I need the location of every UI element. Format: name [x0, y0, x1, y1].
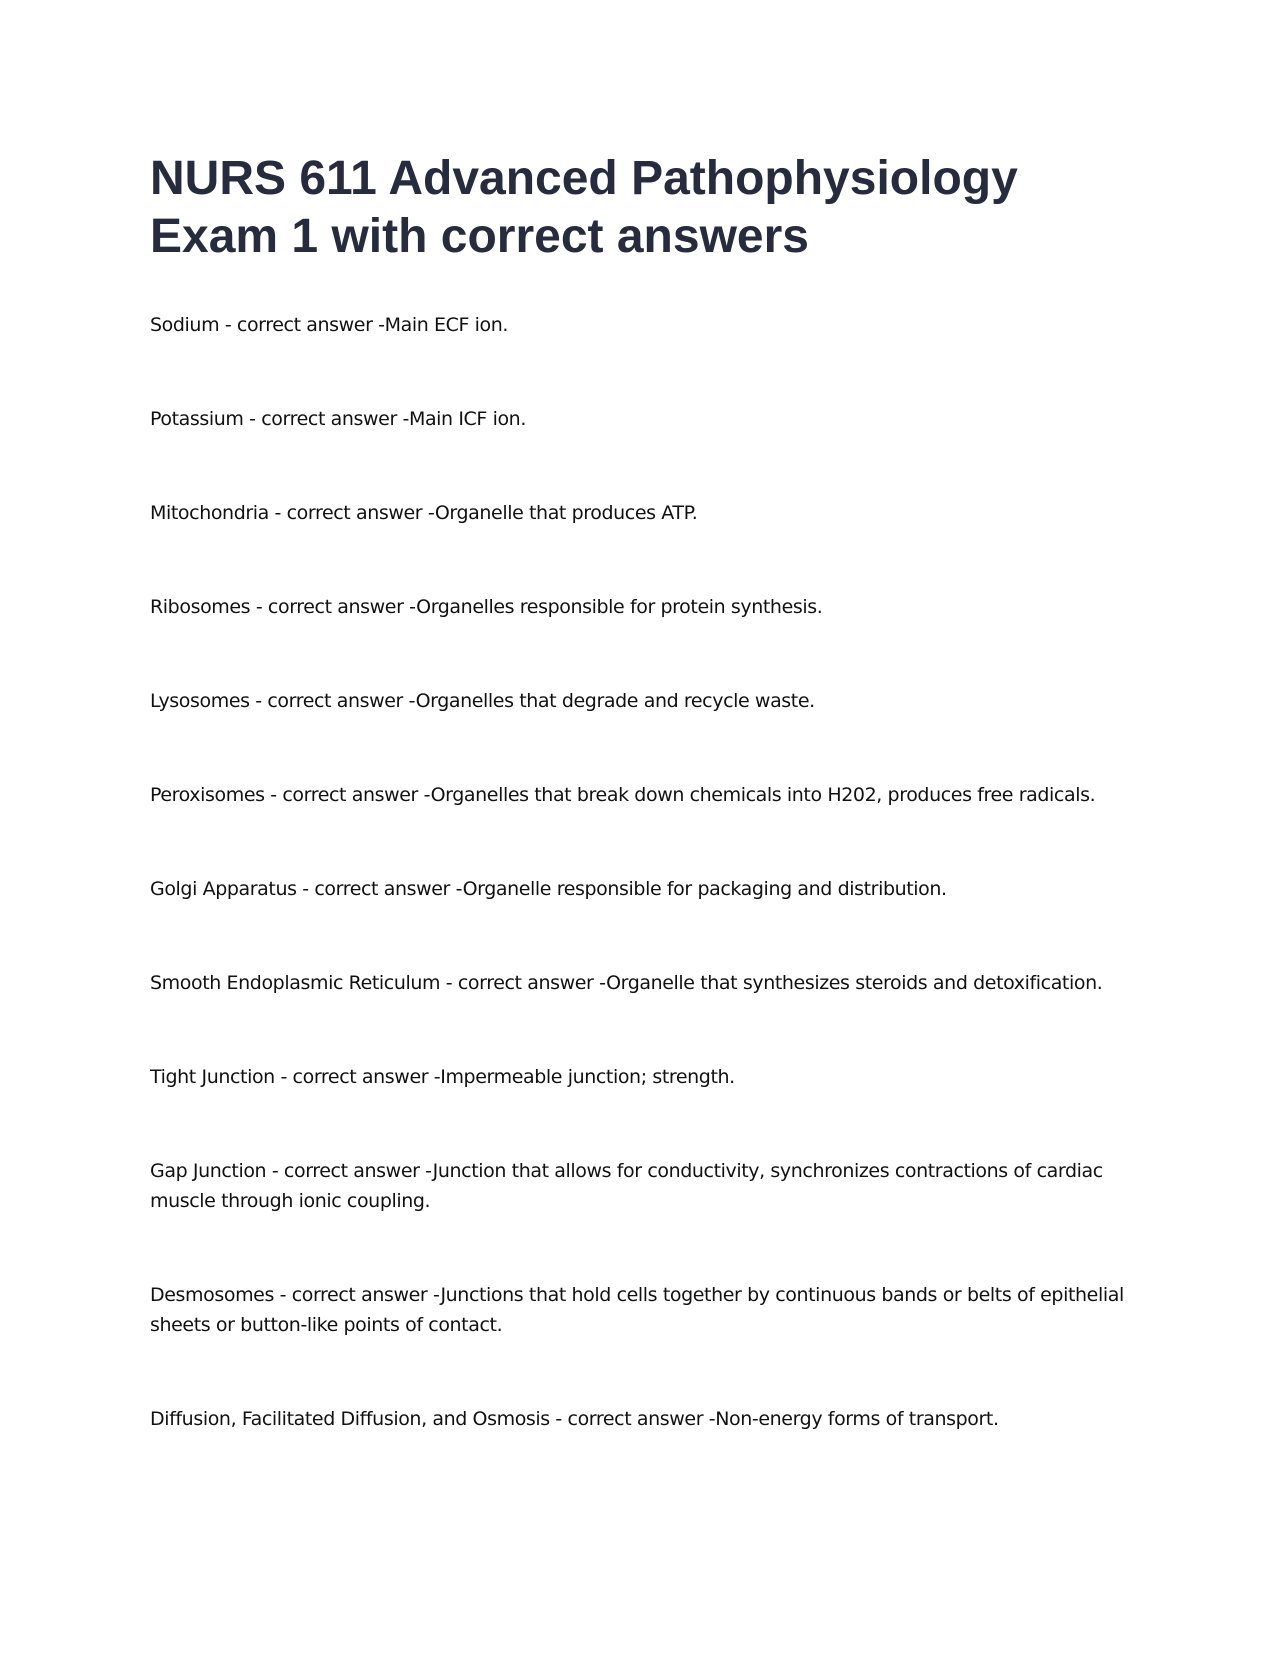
- answer-item: Mitochondria - correct answer -Organelle that produces ATP.: [150, 502, 698, 524]
- answer-item: Lysosomes - correct answer -Organelles that degrade and recycle waste.: [150, 690, 815, 712]
- answer-item: Desmosomes - correct answer -Junctions that hold cells together by continuous bands or belts of epithelial sheets or button-like points of contact.: [150, 1284, 1124, 1336]
- answer-item: Tight Junction - correct answer -Impermeable junction; strength.: [150, 1066, 735, 1088]
- answer-item: Smooth Endoplasmic Reticulum - correct answer -Organelle that synthesizes steroids and detoxification.: [150, 972, 1103, 994]
- answer-item: Diffusion, Facilitated Diffusion, and Osmosis - correct answer -Non-energy forms of transport.: [150, 1408, 999, 1430]
- document-title: NURS 611 Advanced Pathophysiology Exam 1 with correct answers: [150, 152, 1018, 263]
- answer-item: Peroxisomes - correct answer -Organelles that break down chemicals into H202, produces free radicals.: [150, 784, 1096, 806]
- answer-item: Ribosomes - correct answer -Organelles responsible for protein synthesis.: [150, 596, 823, 618]
- answer-list: [150, 310, 1135, 1434]
- answer-item: Gap Junction - correct answer -Junction that allows for conductivity, synchronizes contractions of cardiac muscle through ionic coupling.: [150, 1160, 1103, 1212]
- answer-item: Golgi Apparatus - correct answer -Organelle responsible for packaging and distribution.: [150, 878, 947, 900]
- answer-item: Potassium - correct answer -Main ICF ion.: [150, 408, 526, 430]
- answer-item: Sodium - correct answer -Main ECF ion.: [150, 314, 509, 336]
